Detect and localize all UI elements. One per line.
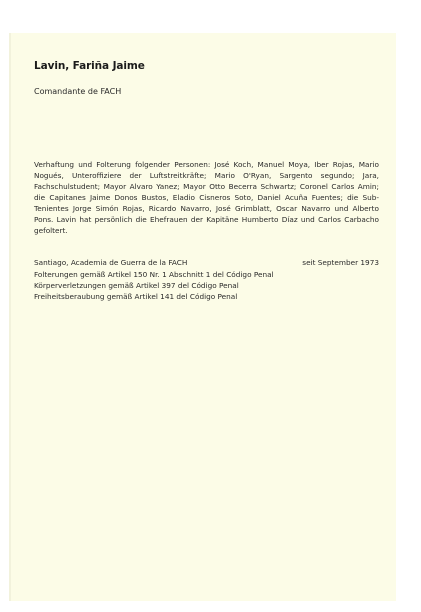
- person-rank: Comandante de FACH: [34, 87, 122, 96]
- articles-list: [34, 269, 274, 302]
- article-line: Körperverletzungen gemäß Artikel 397 del Código Penal: [34, 281, 239, 290]
- article-line: Freiheitsberaubung gemäß Artikel 141 del Código Penal: [34, 292, 238, 301]
- charges-paragraph: Verhaftung und Folterung folgender Personen: José Koch, Manuel Moya, Iber Rojas, Mario Nogués, Unteroffiziere der Luftstreitkräfte; Mario O'Ryan, Sargento segundo; Jara, Fachschulstudent; Mayor Alvaro Yanez; Mayor Otto Becerra Schwartz; Coronel Carlos Amin; die Capitanes Jaime Donos Bustos, Eladio Cisneros Soto, Daniel Acuña Fuentes; die Sub-Tenientes Jorge Simón Rojas, Ricardo Navarro, José Grimblatt, Oscar Navarro und Alberto Pons. Lavin hat persönlich die Ehefrauen der Kapitäne Humberto Díaz und Carlos Carbacho gefoltert.: [34, 160, 379, 235]
- since-date: seit September 1973: [302, 258, 379, 267]
- scan-edge: [9, 33, 11, 601]
- person-name: Lavin, Fariña Jaime: [34, 60, 145, 72]
- document-page: [9, 33, 396, 601]
- article-line: Folterungen gemäß Artikel 150 Nr. 1 Abschnitt 1 del Código Penal: [34, 270, 274, 279]
- place-text: Santiago, Academia de Guerra de la FACH: [34, 258, 188, 267]
